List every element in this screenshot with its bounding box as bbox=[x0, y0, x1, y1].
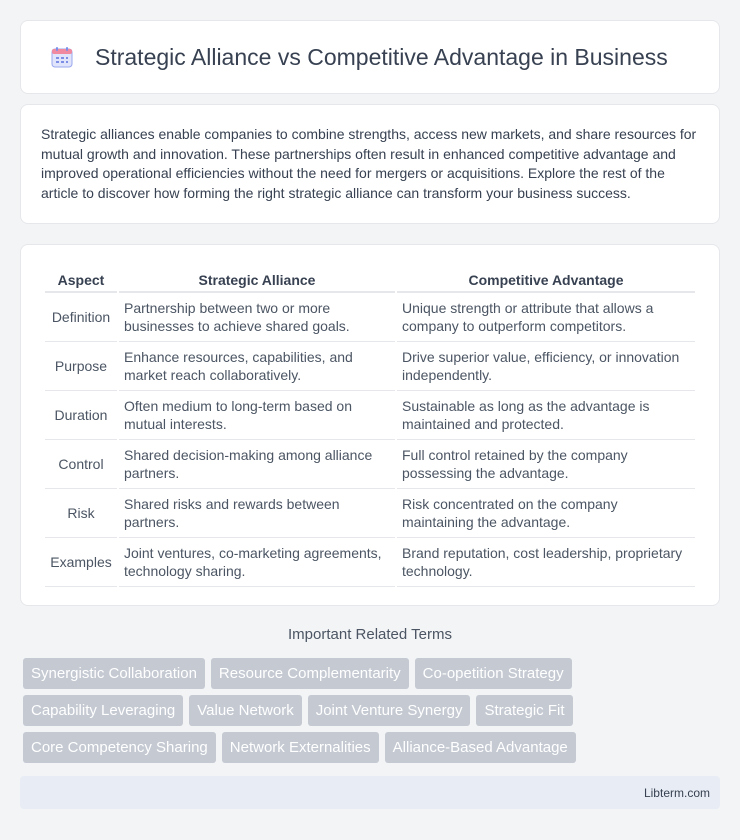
comparison-table-card bbox=[20, 244, 720, 606]
advantage-cell: Risk concentrated on the company maintaining the advantage. bbox=[397, 489, 695, 538]
tag-row bbox=[23, 658, 723, 689]
tag-co-opetition-strategy[interactable]: Co-opetition Strategy bbox=[415, 658, 572, 689]
alliance-cell: Joint ventures, co-marketing agreements, technology sharing. bbox=[119, 538, 395, 587]
aspect-cell: Purpose bbox=[45, 342, 117, 391]
footer bbox=[20, 776, 720, 809]
aspect-cell: Control bbox=[45, 440, 117, 489]
tag-row bbox=[23, 695, 723, 726]
table-row bbox=[45, 489, 695, 538]
tag-row bbox=[23, 732, 723, 763]
aspect-cell: Examples bbox=[45, 538, 117, 587]
table-row bbox=[45, 538, 695, 587]
tag-joint-venture-synergy[interactable]: Joint Venture Synergy bbox=[308, 695, 471, 726]
advantage-cell: Brand reputation, cost leadership, proprietary technology. bbox=[397, 538, 695, 587]
tag-alliance-based-advantage[interactable]: Alliance-Based Advantage bbox=[385, 732, 576, 763]
related-terms-list bbox=[23, 658, 723, 769]
tag-core-competency-sharing[interactable]: Core Competency Sharing bbox=[23, 732, 216, 763]
aspect-cell: Duration bbox=[45, 391, 117, 440]
advantage-cell: Drive superior value, efficiency, or innovation independently. bbox=[397, 342, 695, 391]
tag-network-externalities[interactable]: Network Externalities bbox=[222, 732, 379, 763]
tag-capability-leveraging[interactable]: Capability Leveraging bbox=[23, 695, 183, 726]
tag-strategic-fit[interactable]: Strategic Fit bbox=[476, 695, 572, 726]
alliance-cell: Shared decision-making among alliance partners. bbox=[119, 440, 395, 489]
tag-synergistic-collaboration[interactable]: Synergistic Collaboration bbox=[23, 658, 205, 689]
column-header: Competitive Advantage bbox=[397, 265, 695, 293]
related-terms-title: Important Related Terms bbox=[288, 626, 452, 643]
alliance-cell: Enhance resources, capabilities, and market reach collaboratively. bbox=[119, 342, 395, 391]
tag-resource-complementarity[interactable]: Resource Complementarity bbox=[211, 658, 409, 689]
alliance-cell: Shared risks and rewards between partners. bbox=[119, 489, 395, 538]
tag-value-network[interactable]: Value Network bbox=[189, 695, 301, 726]
column-header: Strategic Alliance bbox=[119, 265, 395, 293]
advantage-cell: Unique strength or attribute that allows a company to outperform competitors. bbox=[397, 293, 695, 342]
footer-link[interactable]: Libterm.com bbox=[643, 785, 710, 800]
alliance-cell: Partnership between two or more businesses to achieve shared goals. bbox=[119, 293, 395, 342]
intro-card bbox=[20, 104, 720, 224]
aspect-cell: Definition bbox=[45, 293, 117, 342]
comparison-table bbox=[43, 265, 697, 587]
table-row bbox=[45, 391, 695, 440]
intro-text: Strategic alliances enable companies to combine strengths, access new markets, and share resources for mutual growth and innovation. These partnerships often result in enhanced competitive advantage and improved operational efficiencies without the need for mergers or acquisitions. Explore the rest of the article to discover how forming the right strategic alliance can transform your business success. bbox=[41, 126, 697, 201]
table-row bbox=[45, 440, 695, 489]
calendar-icon bbox=[51, 46, 73, 68]
table-row bbox=[45, 293, 695, 342]
advantage-cell: Sustainable as long as the advantage is maintained and protected. bbox=[397, 391, 695, 440]
page-title: Strategic Alliance vs Competitive Advantage in Business bbox=[95, 43, 668, 70]
aspect-cell: Risk bbox=[45, 489, 117, 538]
table-row bbox=[45, 342, 695, 391]
header-card bbox=[20, 20, 720, 94]
alliance-cell: Often medium to long-term based on mutual interests. bbox=[119, 391, 395, 440]
column-header: Aspect bbox=[45, 265, 117, 293]
table-header-row bbox=[45, 265, 695, 293]
advantage-cell: Full control retained by the company possessing the advantage. bbox=[397, 440, 695, 489]
